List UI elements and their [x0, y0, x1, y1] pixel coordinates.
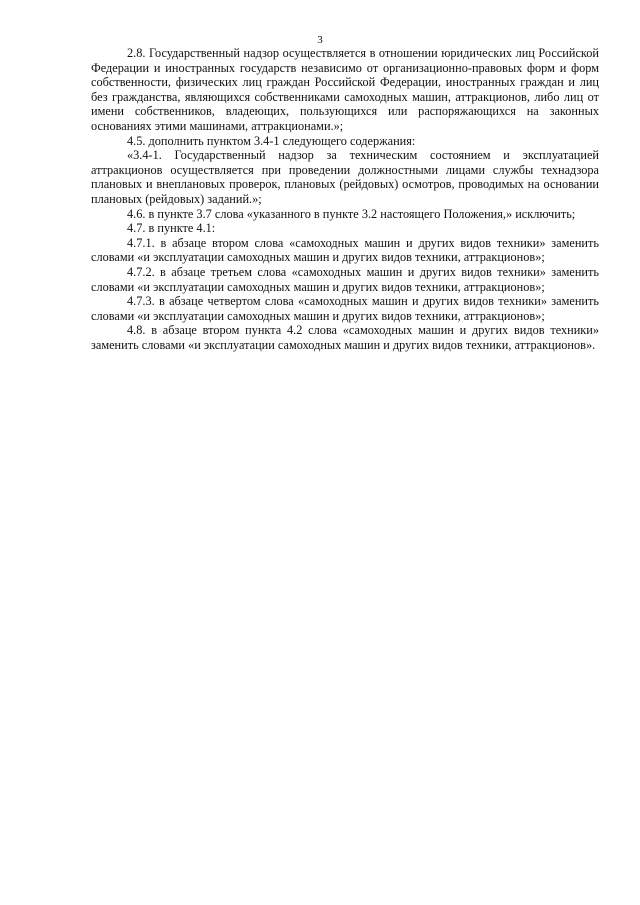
paragraph-4-8: 4.8. в абзаце втором пункта 4.2 слова «самоходных машин и других видов техники» заменить словами «и эксплуатации самоходных машин и других видов техники, аттракционов». [91, 323, 599, 352]
paragraph-4-7: 4.7. в пункте 4.1: [127, 221, 216, 236]
document-body [91, 46, 599, 352]
paragraph-2-8: 2.8. Государственный надзор осуществляется в отношении юридических лиц Российской Федерации и иностранных государств независимо от организационно-правовых форм и форм собственности, физических лиц граждан Российской Федерации, иностранных граждан и лиц без гражданства, являющихся собственниками самоходных машин, аттракционов, либо лиц от имени собственников, владеющих, пользующихся или распоряжающихся на законных основаниях этими машинами, аттракционами.»; [91, 46, 599, 133]
paragraph-4-7-1: 4.7.1. в абзаце втором слова «самоходных машин и других видов техники» заменить словами «и эксплуатации самоходных машин и других видов техники, аттракционов»; [91, 235, 599, 265]
page-number: 3 [317, 34, 323, 46]
paragraph-3-4-1: «3.4-1. Государственный надзор за техническим состоянием и эксплуатацией аттракционов осуществляется при проведении должностными лицами службы технадзора плановых и внеплановых проверок, плановых (рейдовых) осмотров, проводимых на основании плановых (рейдовых) заданий.»; [91, 148, 599, 206]
paragraph-4-5: 4.5. дополнить пунктом 3.4-1 следующего содержания: [127, 133, 416, 148]
paragraph-4-7-3: 4.7.3. в абзаце четвертом слова «самоходных машин и других видов техники» заменить словами «и эксплуатации самоходных машин и других видов техники, аттракционов»; [91, 294, 599, 323]
paragraph-4-7-2: 4.7.2. в абзаце третьем слова «самоходных машин и других видов техники» заменить словами «и эксплуатации самоходных машин и других видов техники, аттракционов»; [91, 264, 599, 294]
paragraph-4-6: 4.6. в пункте 3.7 слова «указанного в пункте 3.2 настоящего Положения,» исключить; [127, 206, 576, 221]
